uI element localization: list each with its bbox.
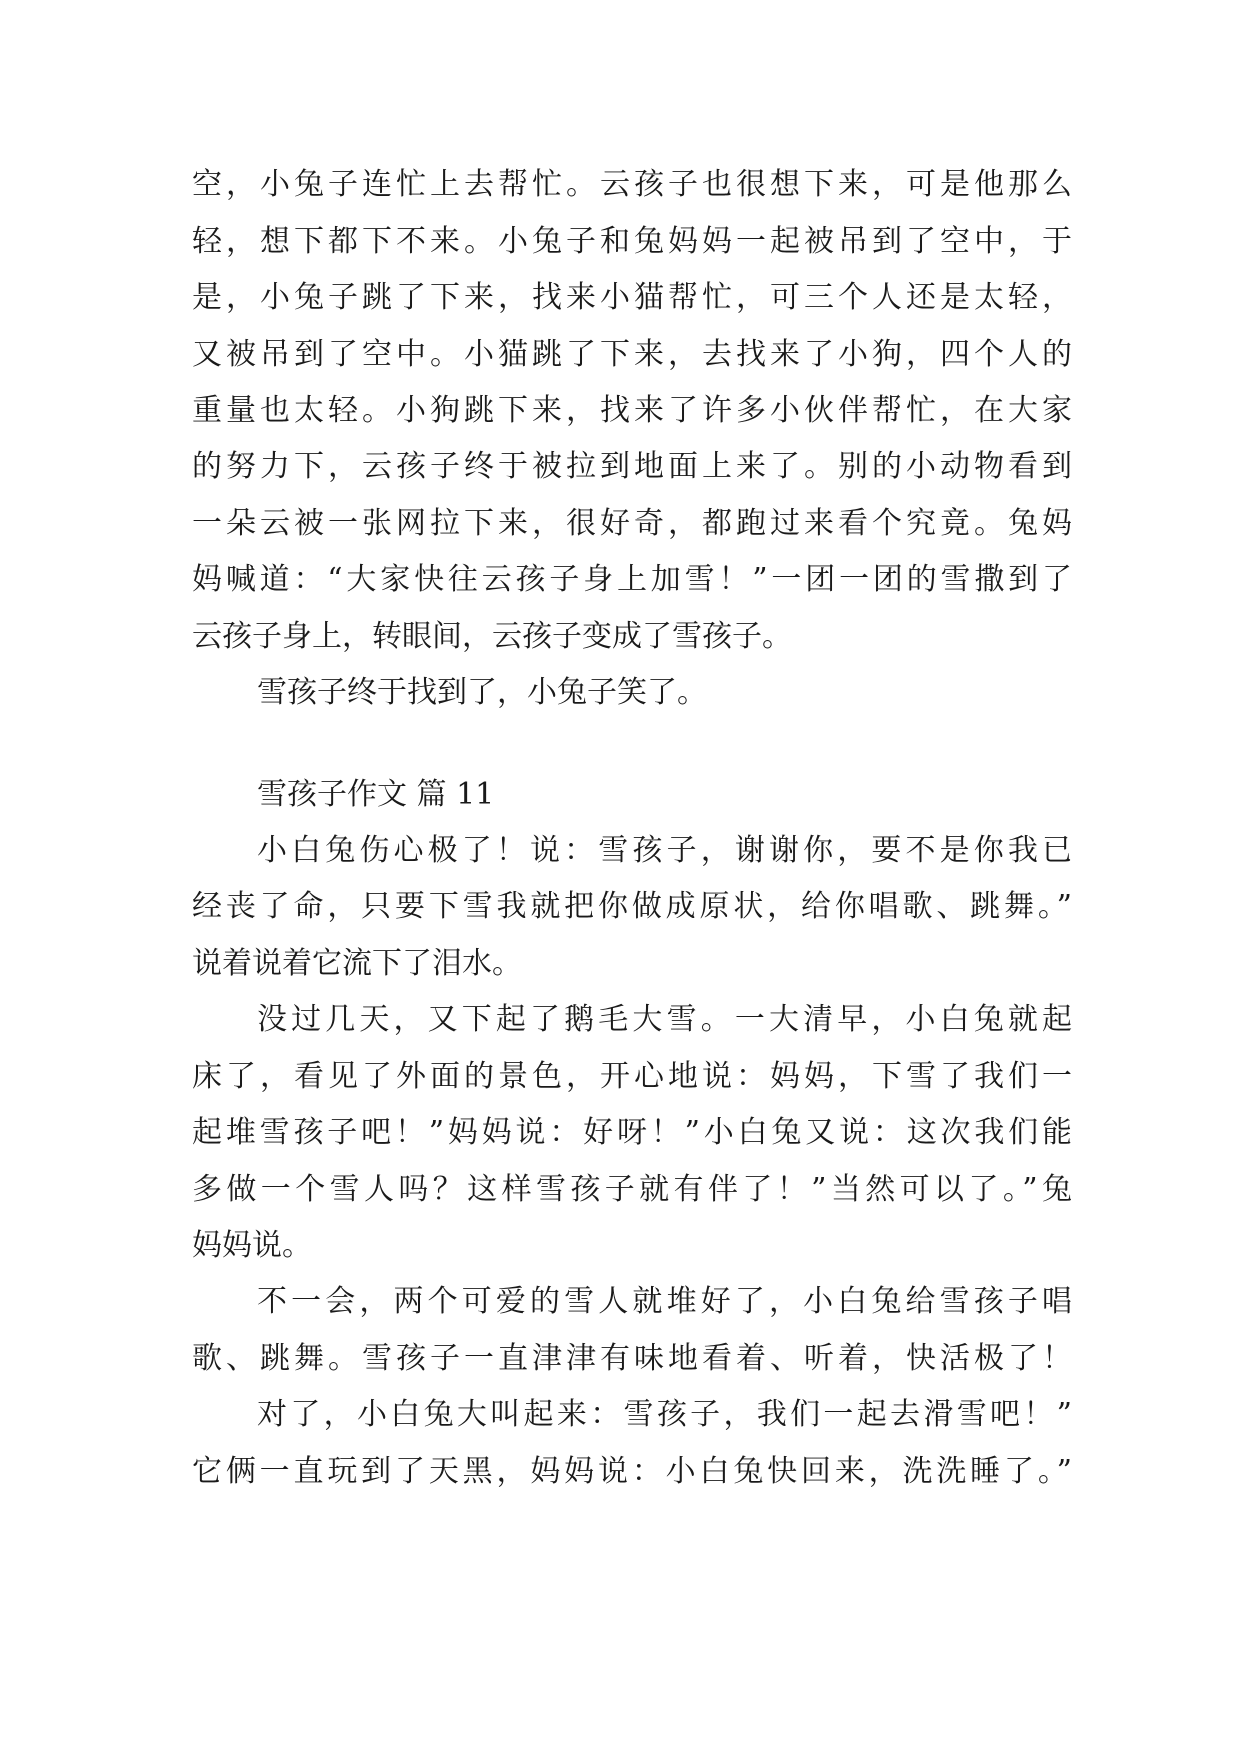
paragraph-line: 轻，想下都下不来。小兔子和兔妈妈一起被吊到了空中，于 [192, 224, 1072, 259]
paragraph-line: 妈喊道：“大家快往云孩子身上加雪！”一团一团的雪撒到了 [192, 562, 1072, 597]
paragraph-line: 重量也太轻。小狗跳下来，找来了许多小伙伴帮忙，在大家 [192, 393, 1072, 428]
paragraph-line: 经丧了命，只要下雪我就把你做成原状，给你唱歌、跳舞。” [192, 889, 1072, 924]
section-heading: 雪孩子作文 篇 11 [257, 777, 495, 812]
paragraph-line: 一朵云被一张网拉下来，很好奇，都跑过来看个究竟。兔妈 [192, 506, 1072, 541]
paragraph-line: 起堆雪孩子吧！”妈妈说：好呀！”小白兔又说：这次我们能 [192, 1115, 1072, 1150]
paragraph-line: 对了，小白兔大叫起来：雪孩子，我们一起去滑雪吧！” [257, 1397, 1072, 1432]
paragraph-line: 说着说着它流下了泪水。 [192, 946, 522, 981]
paragraph-line: 雪孩子终于找到了，小兔子笑了。 [257, 675, 707, 710]
paragraph-line: 云孩子身上，转眼间，云孩子变成了雪孩子。 [192, 619, 792, 654]
paragraph-line: 没过几天，又下起了鹅毛大雪。一大清早，小白兔就起 [257, 1002, 1072, 1037]
paragraph-line: 床了，看见了外面的景色，开心地说：妈妈，下雪了我们一 [192, 1059, 1072, 1094]
paragraph-line: 妈妈说。 [192, 1228, 312, 1263]
paragraph-line: 歌、跳舞。雪孩子一直津津有味地看着、听着，快活极了！ [192, 1341, 1072, 1376]
paragraph-line: 小白兔伤心极了！说：雪孩子，谢谢你，要不是你我已 [257, 833, 1072, 868]
paragraph-line: 不一会，两个可爱的雪人就堆好了，小白兔给雪孩子唱 [257, 1284, 1072, 1319]
paragraph-line: 又被吊到了空中。小猫跳了下来，去找来了小狗，四个人的 [192, 337, 1072, 372]
paragraph-line: 空，小兔子连忙上去帮忙。云孩子也很想下来，可是他那么 [192, 167, 1072, 202]
paragraph-line: 的努力下，云孩子终于被拉到地面上来了。别的小动物看到 [192, 449, 1072, 484]
paragraph-line: 多做一个雪人吗？这样雪孩子就有伴了！”当然可以了。”兔 [192, 1172, 1072, 1207]
paragraph-line: 是，小兔子跳了下来，找来小猫帮忙，可三个人还是太轻， [192, 280, 1072, 315]
paragraph-line: 它俩一直玩到了天黑，妈妈说：小白兔快回来，洗洗睡了。” [192, 1454, 1072, 1489]
